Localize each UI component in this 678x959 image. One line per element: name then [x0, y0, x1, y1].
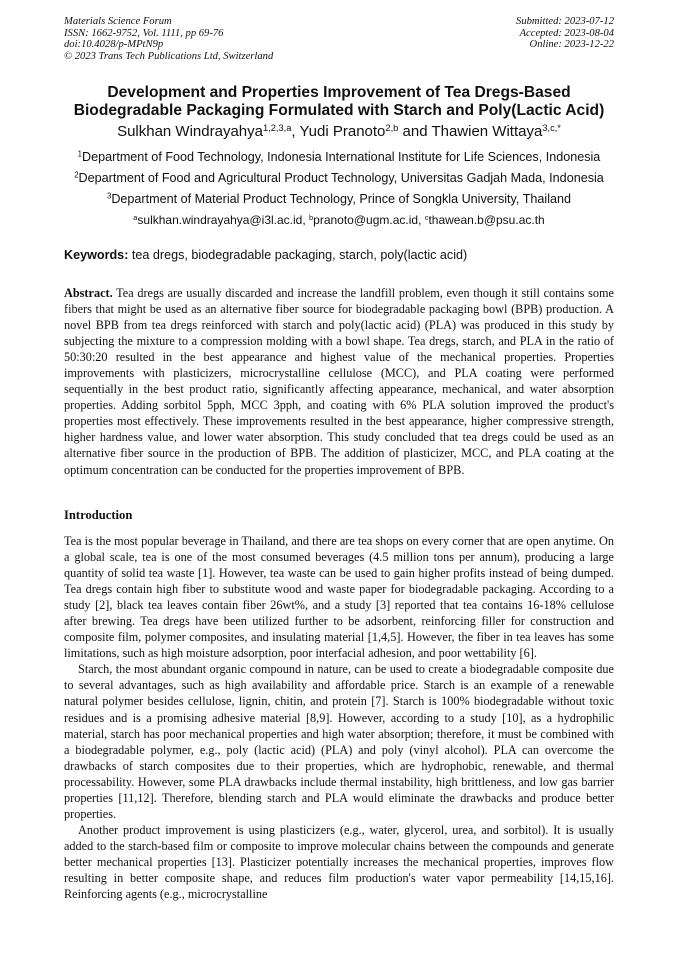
abstract-text: Tea dregs are usually discarded and increase the landfill problem, even though it still contains some fibers that might be used as an alternative fiber source for biodegradable packaging bowl (BPB) production. A novel BPB from tea dregs reinforced with starch and poly(lactic acid) (PLA) was produced in this study by subjecting the mixture to a compression molding with a bowl shape. Tea dregs, starch, and PLA in the ratio of 50:30:20 resulted in the best appearance and highest value of the mechanical properties. Properties improvements with plasticizers, microcrystalline cellulose (MCC), and PLA coating were performed sequentially in the best product ratio, significantly affecting appearance, mechanical, and water absorption properties. Adding sorbitol 5pph, MCC 3pph, and coating with 6% PLA solution improved the product's properties most effectively. These improvements resulted in the best appearance, higher compressive strength, higher hardness value, and lower water absorption. This study concluded that tea dregs could be used as an alternative fiber source in the production of BPB. The addition of plasticizer, MCC, and PLA coating at the optimum concentration can be conducted for the properties improvement of BPB.: [64, 286, 614, 477]
introduction-paragraph: Tea is the most popular beverage in Thailand, and there are tea shops on every corner that are open anytime. On a global scale, tea is one of the most consumed beverages (4.5 million tons per annum), producing a large quantity of solid tea waste [1]. However, tea waste can be used to gain higher profits instead of being dumped. Tea dregs contain high fiber to substitute wood and waste paper for biodegradable packaging. According to a study [2], black tea leaves contain fiber 26wt%, and a study [3] reported that tea contains 16-18% cellulose after brewing. Tea dregs have been utilized further to be adsorbent, reinforcing filler for construction and composite film, polymer composites, and insulating material [1,4,5]. However, the fiber in tea leaves has some limitations, such as high moisture adsorption, poor interfacial adhesion, and poor wettability [6].: [64, 534, 614, 661]
journal-name: Materials Science Forum: [64, 16, 172, 27]
paper-title: [40, 84, 638, 120]
keywords-label: Keywords:: [64, 248, 129, 262]
email-address: thawean.b@psu.ac.th: [428, 213, 545, 227]
accepted-date: Accepted: 2023-08-04: [519, 27, 614, 39]
affiliation-text: Department of Food and Agricultural Product Technology, Universitas Gadjah Mada, Indonesia: [78, 171, 604, 185]
affiliation-3: [20, 192, 658, 207]
affiliation-2: [20, 171, 658, 186]
email-mark: c: [424, 212, 429, 222]
introduction-body: [64, 533, 614, 902]
journal-copyright: © 2023 Trans Tech Publications Ltd, Switzerland: [64, 50, 274, 62]
author-affiliation-mark: 2,b: [385, 122, 399, 133]
journal-issn: ISSN: 1662-9752, Vol. 1111, pp 69-76: [64, 27, 224, 39]
author-separator: and: [398, 123, 432, 140]
journal-doi: doi:10.4028/p-MPtN9p: [64, 39, 164, 51]
author-name: Thawien Wittaya: [431, 123, 543, 140]
author-affiliation-mark: 1,2,3,a: [262, 122, 292, 133]
author-name: Sulkhan Windrayahya: [117, 123, 263, 140]
paper-title-line-2: Biodegradable Packaging Formulated with Starch and Poly(Lactic Acid): [73, 102, 605, 119]
journal-info: [64, 16, 273, 62]
affiliation-1: [20, 150, 658, 165]
author-affiliation-mark: 3,c,*: [542, 122, 561, 133]
publication-dates: [516, 16, 614, 51]
affiliation-text: Department of Material Product Technology, Prince of Songkla University, Thailand: [111, 192, 571, 206]
email-mark: a: [133, 212, 138, 222]
keywords: [64, 248, 614, 263]
email-address: pranoto@ugm.ac.id,: [313, 213, 425, 227]
affiliation-mark: 2: [74, 170, 79, 180]
introduction-paragraph: Starch, the most abundant organic compound in nature, can be used to create a biodegradable composite due to several advantages, such as high availability and affordable price. Starch is an example of a renewable natural polymer besides cellulose, lignin, chitin, and protein [7]. Starch is 100% biodegradable without toxic residues and is a promising adhesive material [8,9]. However, according to a study [10], as a hydrophilic material, starch has poor mechanical properties and high water absorption; therefore, it must be combined with a biodegradable polymer, e.g., poly (lactic acid) (PLA) and poly (vinyl alcohol). PLA can overcome the drawbacks of starch composites due to their properties, which are hydrophobic, renewable, and thermal processability. However, some PLA drawbacks include thermal instability, high brittleness, and low gas barrier properties [11,12]. Therefore, blending starch and PLA would eliminate the drawbacks and produce better properties.: [64, 662, 614, 821]
affiliation-mark: 3: [106, 191, 112, 201]
introduction-paragraph: Another product improvement is using plasticizers (e.g., water, glycerol, urea, and sorbitol). It is usually added to the starch-based film or composite to improve molecular chains between the compounds and generate better mechanical properties [13]. Plasticizer potentially increases the mechanical properties, improves flow resulting in better composite shape, and reduces film production's water vapor permeability [14,15,16]. Reinforcing agents (e.g., microcrystalline: [64, 822, 614, 902]
abstract-label: Abstract.: [64, 286, 113, 300]
keywords-text: tea dregs, biodegradable packaging, starch, poly(lactic acid): [128, 248, 468, 262]
email-address: sulkhan.windrayahya@i3l.ac.id,: [137, 213, 310, 227]
author-separator: ,: [291, 123, 300, 140]
email-mark: b: [309, 212, 314, 222]
author-name: Yudi Pranoto: [299, 123, 386, 140]
submitted-date: Submitted: 2023-07-12: [516, 16, 614, 27]
paper-title-line-1: Development and Properties Improvement of Tea Dregs-Based: [107, 84, 571, 101]
abstract: [64, 285, 614, 478]
affiliation-text: Department of Food Technology, Indonesia International Institute for Life Sciences, Indonesia: [82, 150, 601, 164]
online-date: Online: 2023-12-22: [529, 39, 614, 51]
author-emails: [20, 213, 658, 228]
introduction-heading: Introduction: [64, 508, 133, 522]
author-list: [20, 123, 658, 141]
affiliation-mark: 1: [77, 149, 83, 159]
